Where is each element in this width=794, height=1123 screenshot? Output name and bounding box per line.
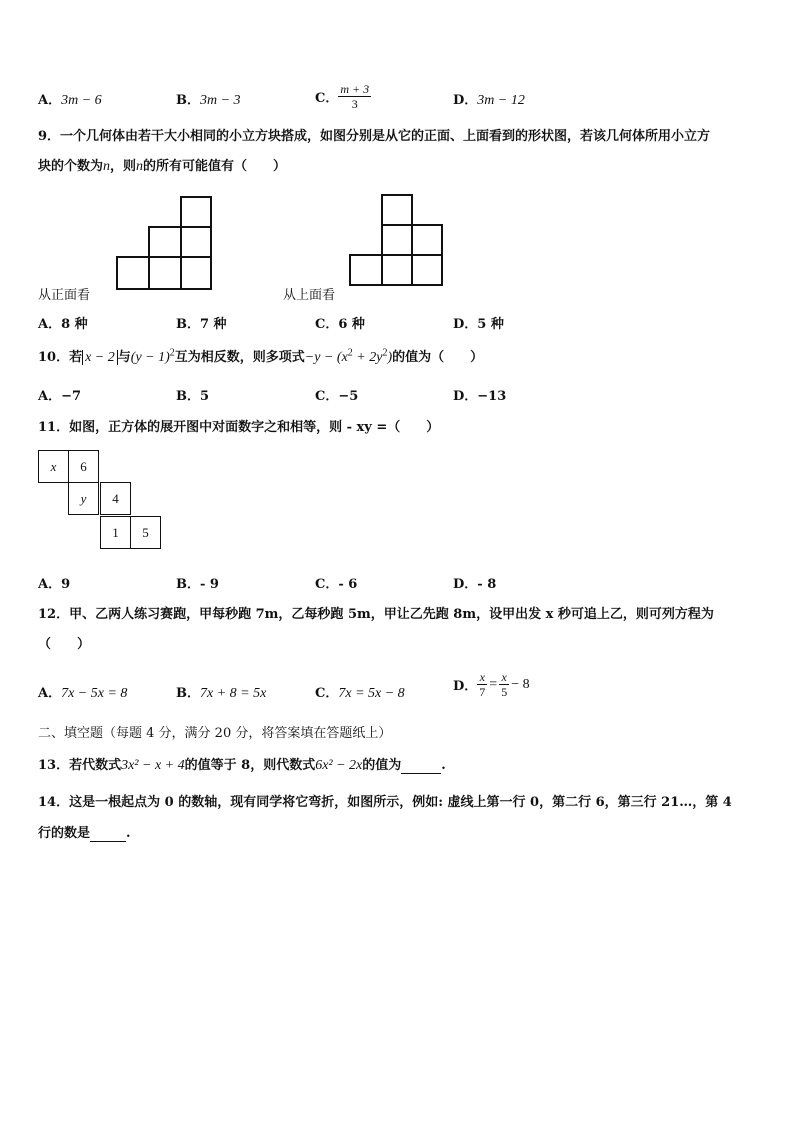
q8-option-d: D．3m − 12 xyxy=(453,93,525,108)
q11-cube-net xyxy=(38,450,164,552)
q10-option-d: D．−13 xyxy=(453,389,507,404)
q12-option-b: B．7x + 8 = 5x xyxy=(176,686,267,701)
q12-d-fraction-2: $\frac{x}{5}$ xyxy=(501,670,508,699)
net-cell-6: 6 xyxy=(68,450,99,483)
net-cell-y: y xyxy=(68,482,99,515)
q14-stem-line2: 行的数是 . xyxy=(38,826,131,841)
q9-top-caption: 从上面看 xyxy=(283,288,336,303)
q8-option-b: B．3m − 3 xyxy=(176,93,241,108)
q12-option-a: A．7x − 5x = 8 xyxy=(38,686,128,701)
q9-option-c: C．6 种 xyxy=(315,317,365,332)
q11-option-d: D．- 8 xyxy=(453,577,497,592)
q10-option-a: A．−7 xyxy=(38,389,82,404)
net-cell-5: 5 xyxy=(130,516,161,549)
front-cell xyxy=(148,256,182,290)
q11-option-c: C．- 6 xyxy=(315,577,358,592)
front-cell xyxy=(180,196,212,228)
top-cell xyxy=(411,224,443,256)
top-cell xyxy=(349,254,383,286)
top-cell xyxy=(381,224,413,256)
q8-option-c: C． $\frac{m + 3}{3}$ xyxy=(315,82,370,111)
front-cell xyxy=(180,256,212,290)
q9-front-view-figure xyxy=(116,196,216,292)
q9-option-d: D．5 种 xyxy=(453,317,504,332)
q8-option-a: A．3m − 6 xyxy=(38,93,102,108)
q12-option-d: D． $\frac{x}{7}$ = $\frac{x}{5}$ − 8 xyxy=(453,670,530,699)
q12-d-fraction-1: $\frac{x}{7}$ xyxy=(479,670,486,699)
net-cell-x: x xyxy=(38,450,69,483)
front-cell xyxy=(180,226,212,258)
q9-option-b: B．7 种 xyxy=(176,317,227,332)
net-cell-1: 1 xyxy=(100,516,131,549)
net-cell-4: 4 xyxy=(100,482,131,515)
q11-option-b: B．- 9 xyxy=(176,577,219,592)
top-cell xyxy=(381,194,413,226)
q13-stem: 13．若代数式3x² − x + 4的值等于 8，则代数式6x² − 2x的值为 . xyxy=(38,758,446,773)
front-cell xyxy=(148,226,182,258)
q9-front-caption: 从正面看 xyxy=(38,288,91,303)
q8-c-fraction: $\frac{m + 3}{3}$ xyxy=(340,82,370,111)
q10-option-b: B．5 xyxy=(176,389,210,404)
q10-stem: 10．若 x − 2 与$(y - 1)^2$互为相反数，则多项式$-y - (x^2 + 2y^2)$的值为（ ） xyxy=(38,347,484,365)
q12-stem-line2: （ ） xyxy=(38,637,91,652)
q10-option-c: C．−5 xyxy=(315,389,359,404)
section-2-title: 二、填空题（每题 4 分，满分 20 分，将答案填在答题纸上） xyxy=(38,726,392,741)
q12-option-c: C．7x = 5x − 8 xyxy=(315,686,405,701)
q9-stem-line1: 9．一个几何体由若干大小相同的小立方块搭成，如图分别是从它的正面、上面看到的形状图，若该几何体所用小立方 xyxy=(38,129,711,144)
q9-stem-line2: 块的个数为n，则n的所有可能值有（ ） xyxy=(38,159,287,174)
q12-stem-line1: 12．甲、乙两人练习赛跑，甲每秒跑 7m，乙每秒跑 5m，甲让乙先跑 8m，设甲出发 x 秒可追上乙，则可列方程为 xyxy=(38,607,714,622)
q9-option-a: A．8 种 xyxy=(38,317,88,332)
q13-answer-blank[interactable] xyxy=(401,758,441,774)
top-cell xyxy=(411,254,443,286)
q9-top-view-figure xyxy=(349,194,445,290)
q10-abs-expr: x − 2 xyxy=(82,350,118,365)
front-cell xyxy=(116,256,150,290)
top-cell xyxy=(381,254,413,286)
q11-option-a: A．9 xyxy=(38,577,71,592)
q14-answer-blank[interactable] xyxy=(90,826,126,842)
q14-stem-line1: 14．这是一根起点为 0 的数轴，现有同学将它弯折，如图所示，例如: 虚线上第一行 0，第二行 6，第三行 21…，第 4 xyxy=(38,795,732,810)
q11-stem: 11．如图，正方体的展开图中对面数字之和相等，则 - xy =（ ） xyxy=(38,420,440,435)
